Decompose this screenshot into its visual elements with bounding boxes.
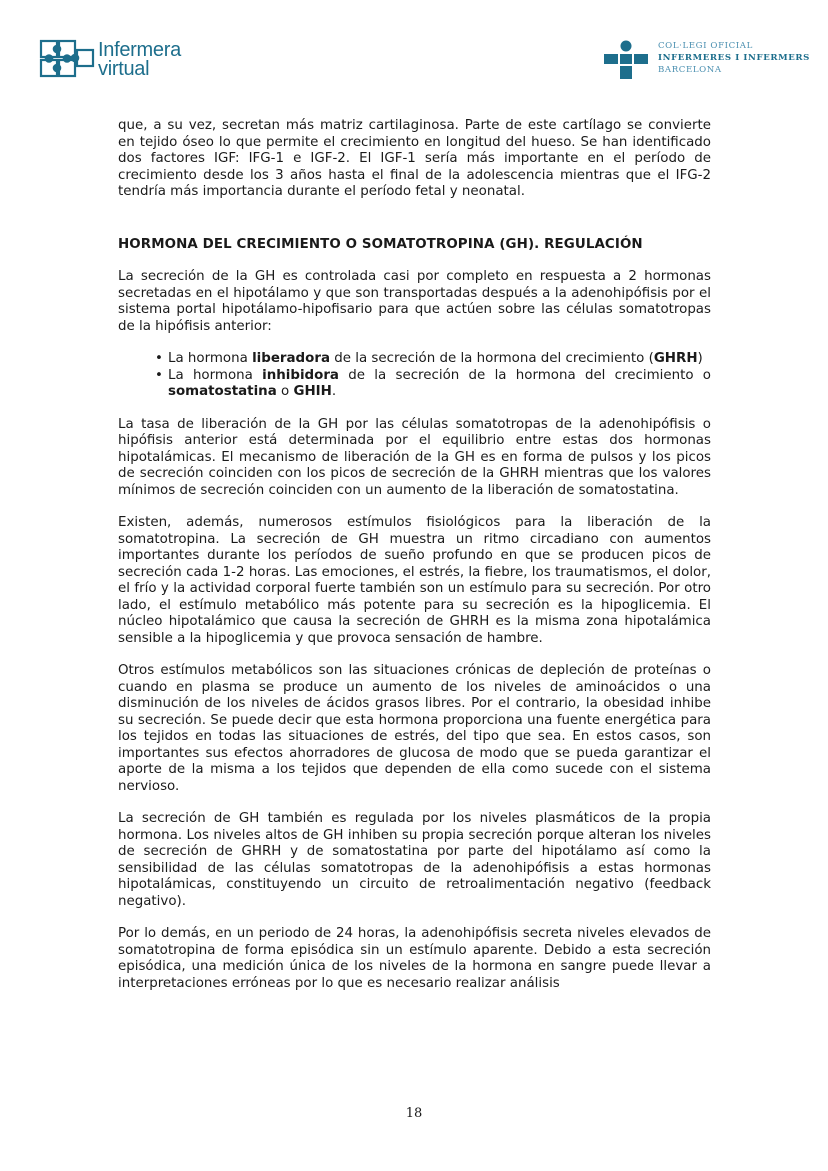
page-number: 18 <box>405 1106 423 1121</box>
list-item-1-text-a: La hormona <box>168 351 253 366</box>
cross-icon <box>604 40 648 80</box>
list-item-1-text-c: de la secreción de la hormona del crecimiento ( <box>329 351 654 366</box>
paragraph-2: La tasa de liberación de la GH por las células somatotropas de la adenohipófisis o hipófisis anterior está determinada por el equilibrio entre estas dos hormonas hipotalámicas. El mecanismo de liberación de la GH es en forma de pulsos y los picos de secreción coinciden con los picos de secreción de la GHRH mientras que los valores mínimos de secreción coinciden con un aumento de la liberación de somatostatina. <box>118 416 711 498</box>
list-item-2-bold-inhibidora: inhibidora <box>262 367 339 383</box>
list-item-1-bold-liberadora: liberadora <box>252 351 330 366</box>
list-item-liberadora <box>168 351 711 368</box>
hormone-list <box>118 351 711 401</box>
list-item-inhibidora <box>168 368 711 401</box>
paragraph-6: Por lo demás, en un periodo de 24 horas, la adenohipófisis secreta niveles elevados de somatotropina de forma episódica sin un estímulo aparente. Debido a esta secreción episódica, una medición única de los niveles de la hormona en sangre puede llevar a interpretaciones erróneas por lo que es necesario realizar análisis <box>118 926 711 991</box>
college-line-3: BARCELONA <box>658 65 722 75</box>
list-item-2-bold-ghih: GHIH <box>293 384 332 399</box>
list-item-2-text-a: La hormona <box>168 367 263 383</box>
document-body <box>118 118 711 1008</box>
puzzle-pieces-icon <box>38 38 96 82</box>
paragraph-5: La secreción de GH también es regulada por los niveles plasmáticos de la propia hormona. Los niveles altos de GH inhiben su propia secreción porque alteran los niveles de secreción de GHRH y de somatostatina por parte del hipotálamo así como la sensibilidad de las células somatotropas de la adenohipófisis a estas hormonas hipotalámicas, constituyendo un circuito de retroalimentación negativo (feedback negativo). <box>118 811 711 909</box>
list-item-2-text-d: o <box>276 384 294 399</box>
paragraph-0: que, a su vez, secretan más matriz cartilaginosa. Parte de este cartílago se convierte en tejido óseo lo que permite el crecimiento en longitud del hueso. Se han identificado dos factores IGF: IFG-1 e IGF-2. El IGF-1 sería más importante en el período de crecimiento desde los 3 años hasta el final de la adolescencia mientras que el IFG-2 tendría más importancia durante el período fetal y neonatal. <box>118 118 711 199</box>
list-item-2-text-e: . <box>331 384 337 399</box>
college-logo <box>604 40 810 80</box>
list-item-2-bold-somatostatina: somatostatina <box>168 384 277 399</box>
brand-line-2: virtual <box>98 58 150 80</box>
paragraph-3: Existen, además, numerosos estímulos fisiológicos para la liberación de la somatotropina. La secreción de GH muestra un ritmo circadiano con aumentos importantes durante los períodos de sueño profundo en que se producen picos de secreción cada 1-2 horas. Las emociones, el estrés, la fiebre, los traumatismos, el dolor, el frío y la actividad corporal fuerte también son un estímulo para su secreción. Por otro lado, el estímulo metabólico más potente para su secreción es la hipoglicemia. El núcleo hipotalámico que causa la secreción de GHRH es la misma zona hipotalámica sensible a la hipoglicemia y que provoca sensación de hambre. <box>118 515 711 646</box>
brand-line-1: Infermera <box>98 39 181 61</box>
list-item-1-bold-ghrh: GHRH <box>653 351 698 366</box>
college-line-2: INFERMERES I INFERMERS <box>658 53 810 63</box>
paragraph-4: Otros estímulos metabólicos son las situaciones crónicas de depleción de proteínas o cuando en plasma se produce un aumento de los niveles de aminoácidos o una disminución de los niveles de ácidos grasos libres. Por el contrario, la obesidad inhibe su secreción. Se puede decir que esta hormona proporciona una fuente energética para los tejidos en todas las situaciones de estrés, del tipo que sea. En estos casos, son importantes sus efectos ahorradores de glucosa de modo que se pueda garantizar el aporte de la misma a los tejidos que dependen de ella como sucede con el sistema nervioso. <box>118 663 711 794</box>
paragraph-1: La secreción de la GH es controlada casi por completo en respuesta a 2 hormonas secretadas en el hipotálamo y que son transportadas después a la adenohipófisis por el sistema portal hipotálamo-hipofisario para que actúen sobre las células somatotropas de la hipófisis anterior: <box>118 269 711 334</box>
section-heading: HORMONA DEL CRECIMIENTO O SOMATOTROPINA (GH). REGULACIÓN <box>118 236 643 252</box>
list-item-2-text-c: de la secreción de la hormona del crecimiento o <box>338 367 711 383</box>
list-item-1-text-d: ) <box>697 351 703 366</box>
college-line-1: COL·LEGI OFICIAL <box>658 41 753 51</box>
infermera-virtual-logo <box>38 38 181 82</box>
